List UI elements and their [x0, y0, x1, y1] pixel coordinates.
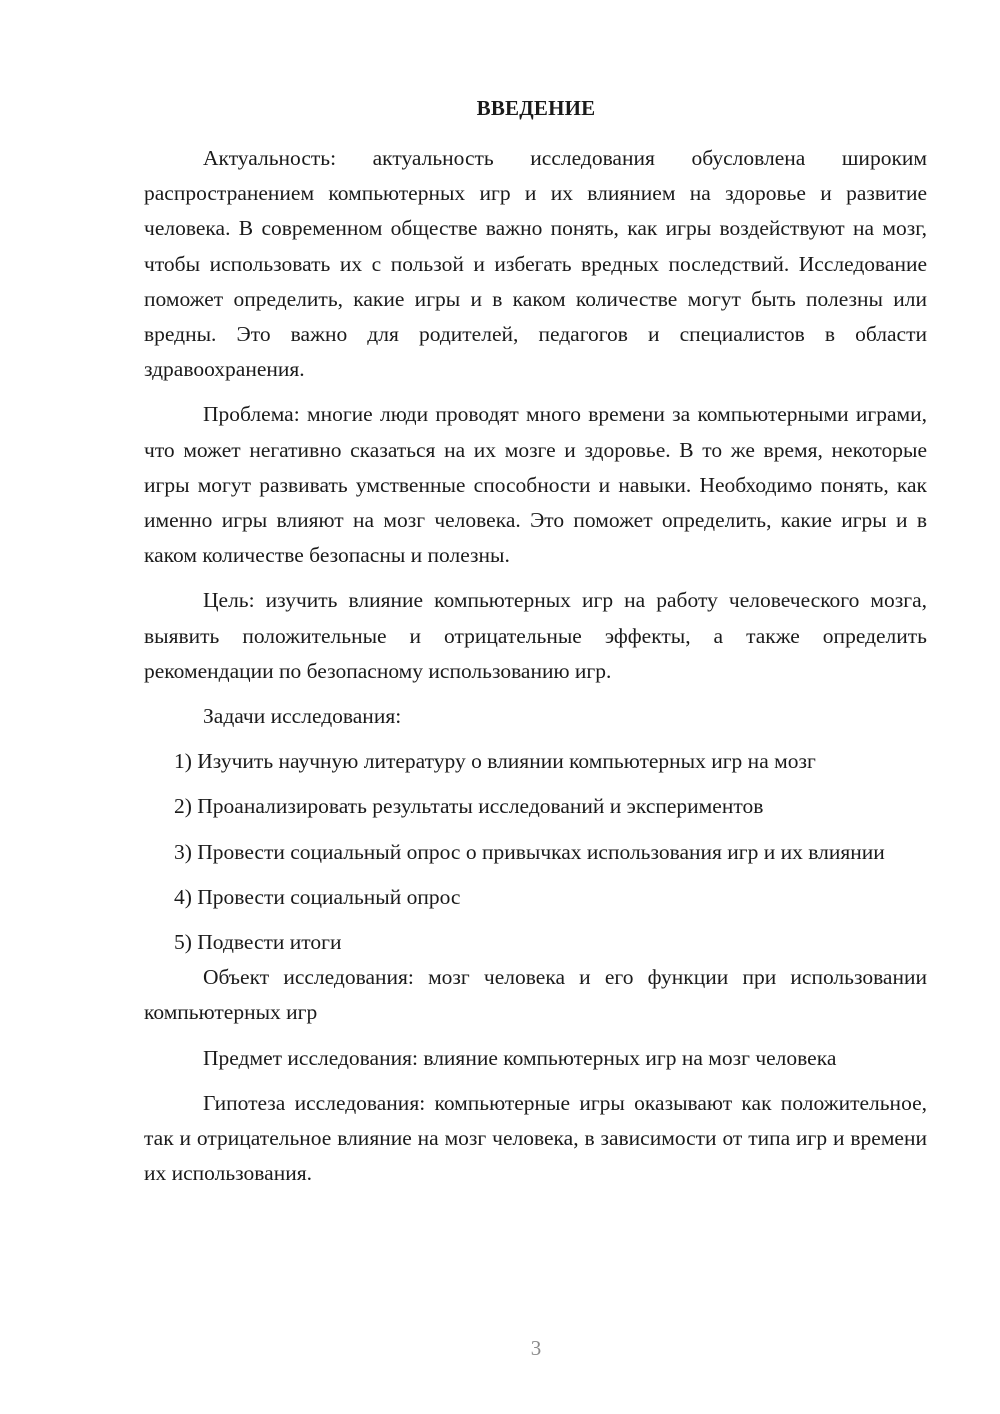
paragraph-subject: Предмет исследования: влияние компьютерных игр на мозг человека — [203, 1045, 837, 1070]
tasks-heading: Задачи исследования: — [203, 704, 402, 729]
page-title: ВВЕДЕНИЕ — [476, 96, 596, 120]
task-item-1: 1) Изучить научную литературу о влиянии компьютерных игр на мозг — [174, 749, 816, 774]
paragraph-problem: Проблема: многие люди проводят много времени за компьютерными играми, что может негативно сказаться на их мозге и здоровье. В то же время, некоторые игры могут развивать умственные способности и навыки. Необходимо понять, как именно игры влияют на мозг человека. Это поможет определить, какие игры и в каком количестве безопасны и полезны. — [144, 402, 927, 568]
paragraph-goal: Цель: изучить влияние компьютерных игр на работу человеческого мозга, выявить положительные и отрицательные эффекты, а также определить рекомендации по безопасному использованию игр. — [144, 588, 927, 683]
paragraph-hypothesis: Гипотеза исследования: компьютерные игры оказывают как положительное, так и отрицательное влияние на мозг человека, в зависимости от типа игр и времени их использования. — [144, 1090, 927, 1186]
paragraph-relevance: Актуальность: актуальность исследования обусловлена широким распространением компьютерных игр и их влиянием на здоровье и развитие человека. В современном обществе важно понять, как игры воздействуют на мозг, чтобы использовать их с пользой и избегать вредных последствий. Исследование поможет определить, какие игры и в каком количестве могут быть полезны или вредны. Это важно для родителей, педагогов и специалистов в области здравоохранения. — [144, 146, 927, 382]
task-item-2: 2) Проанализировать результаты исследований и экспериментов — [174, 794, 764, 819]
paragraph-object: Объект исследования: мозг человека и его функции при использовании компьютерных игр — [144, 965, 927, 1025]
task-item-5: 5) Подвести итоги — [174, 930, 342, 955]
task-item-4: 4) Провести социальный опрос — [174, 884, 461, 909]
document-body — [144, 141, 927, 1191]
page-number: 3 — [530, 1336, 542, 1360]
task-item-3: 3) Провести социальный опрос о привычках использования игр и их влиянии — [174, 839, 885, 864]
